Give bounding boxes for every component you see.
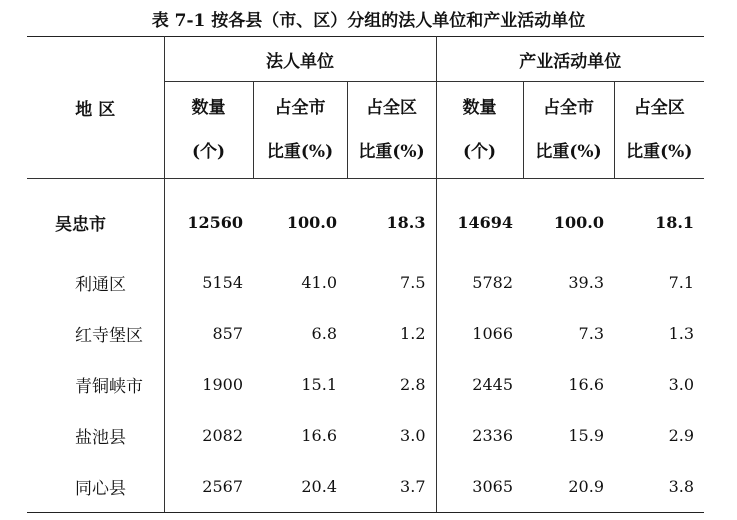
legal-count-cell: 857 <box>164 308 253 359</box>
region-name: 吴忠市 <box>55 214 106 235</box>
activity-district-share-cell: 1.3 <box>668 324 695 343</box>
activity-count-cell: 3065 <box>436 461 523 513</box>
legal-city-share-cell: 100.0 <box>286 212 337 232</box>
activity-count-cell: 2336 <box>436 410 523 461</box>
activity-count-cell: 1066 <box>436 308 523 359</box>
table-row <box>27 179 704 258</box>
table-row <box>27 308 704 359</box>
activity-count-cell: 14694 <box>436 179 523 258</box>
activity-city-share-cell: 7.3 <box>578 324 604 343</box>
activity-city-share-cell: 39.3 <box>568 273 604 292</box>
legal-count-cell: 2082 <box>164 410 253 461</box>
legal-count-header: 数量 (个) <box>164 82 253 179</box>
region-name: 红寺堡区 <box>75 326 143 346</box>
legal-city-share-cell: 6.8 <box>311 324 337 343</box>
activity-district-share-cell: 7.1 <box>668 273 695 292</box>
activity-district-share-cell: 3.0 <box>668 375 695 394</box>
legal-district-share-cell: 1.2 <box>400 324 426 343</box>
table-row <box>27 359 704 410</box>
legal-district-share-cell: 18.3 <box>386 212 426 232</box>
activity-unit-header: 产业活动单位 <box>436 37 704 82</box>
legal-city-share-cell: 41.0 <box>301 273 337 292</box>
legal-district-share-cell: 3.0 <box>400 426 426 445</box>
activity-city-share-header: 占全市 比重(%) <box>523 82 614 179</box>
region-name: 青铜峡市 <box>75 377 143 397</box>
activity-district-share-cell: 18.1 <box>655 212 695 232</box>
activity-district-share-cell: 2.9 <box>668 426 695 445</box>
legal-count-cell: 1900 <box>164 359 253 410</box>
activity-district-share-cell: 3.8 <box>614 461 704 513</box>
activity-count-cell: 2445 <box>436 359 523 410</box>
activity-city-share-cell: 15.9 <box>568 426 604 445</box>
activity-count-cell: 5782 <box>436 257 523 308</box>
legal-count-cell: 12560 <box>164 179 253 258</box>
table-row <box>27 410 704 461</box>
legal-count-cell: 2567 <box>164 461 253 513</box>
legal-district-share-header: 占全区 比重(%) <box>347 82 436 179</box>
legal-district-share-cell: 3.7 <box>347 461 436 513</box>
legal-count-cell: 5154 <box>164 257 253 308</box>
table-row <box>27 257 704 308</box>
table-title: 表 7-1 按各县（市、区）分组的法人单位和产业活动单位 <box>151 11 586 31</box>
region-header: 地 区 <box>27 37 164 179</box>
region-name: 盐池县 <box>75 428 126 448</box>
legal-district-share-cell: 7.5 <box>400 273 426 292</box>
legal-unit-header: 法人单位 <box>164 37 436 82</box>
legal-city-share-cell: 20.4 <box>253 461 347 513</box>
region-name: 利通区 <box>75 275 126 295</box>
activity-city-share-cell: 20.9 <box>523 461 614 513</box>
data-table <box>27 36 704 513</box>
activity-city-share-cell: 16.6 <box>568 375 604 394</box>
activity-district-share-header: 占全区 比重(%) <box>614 82 704 179</box>
activity-count-header: 数量 (个) <box>436 82 523 179</box>
legal-city-share-cell: 15.1 <box>301 375 337 394</box>
legal-city-share-cell: 16.6 <box>301 426 337 445</box>
legal-district-share-cell: 2.8 <box>400 375 426 394</box>
legal-city-share-header: 占全市 比重(%) <box>253 82 347 179</box>
activity-city-share-cell: 100.0 <box>553 212 604 232</box>
table-row <box>27 461 704 513</box>
region-name: 同心县 <box>27 461 164 513</box>
